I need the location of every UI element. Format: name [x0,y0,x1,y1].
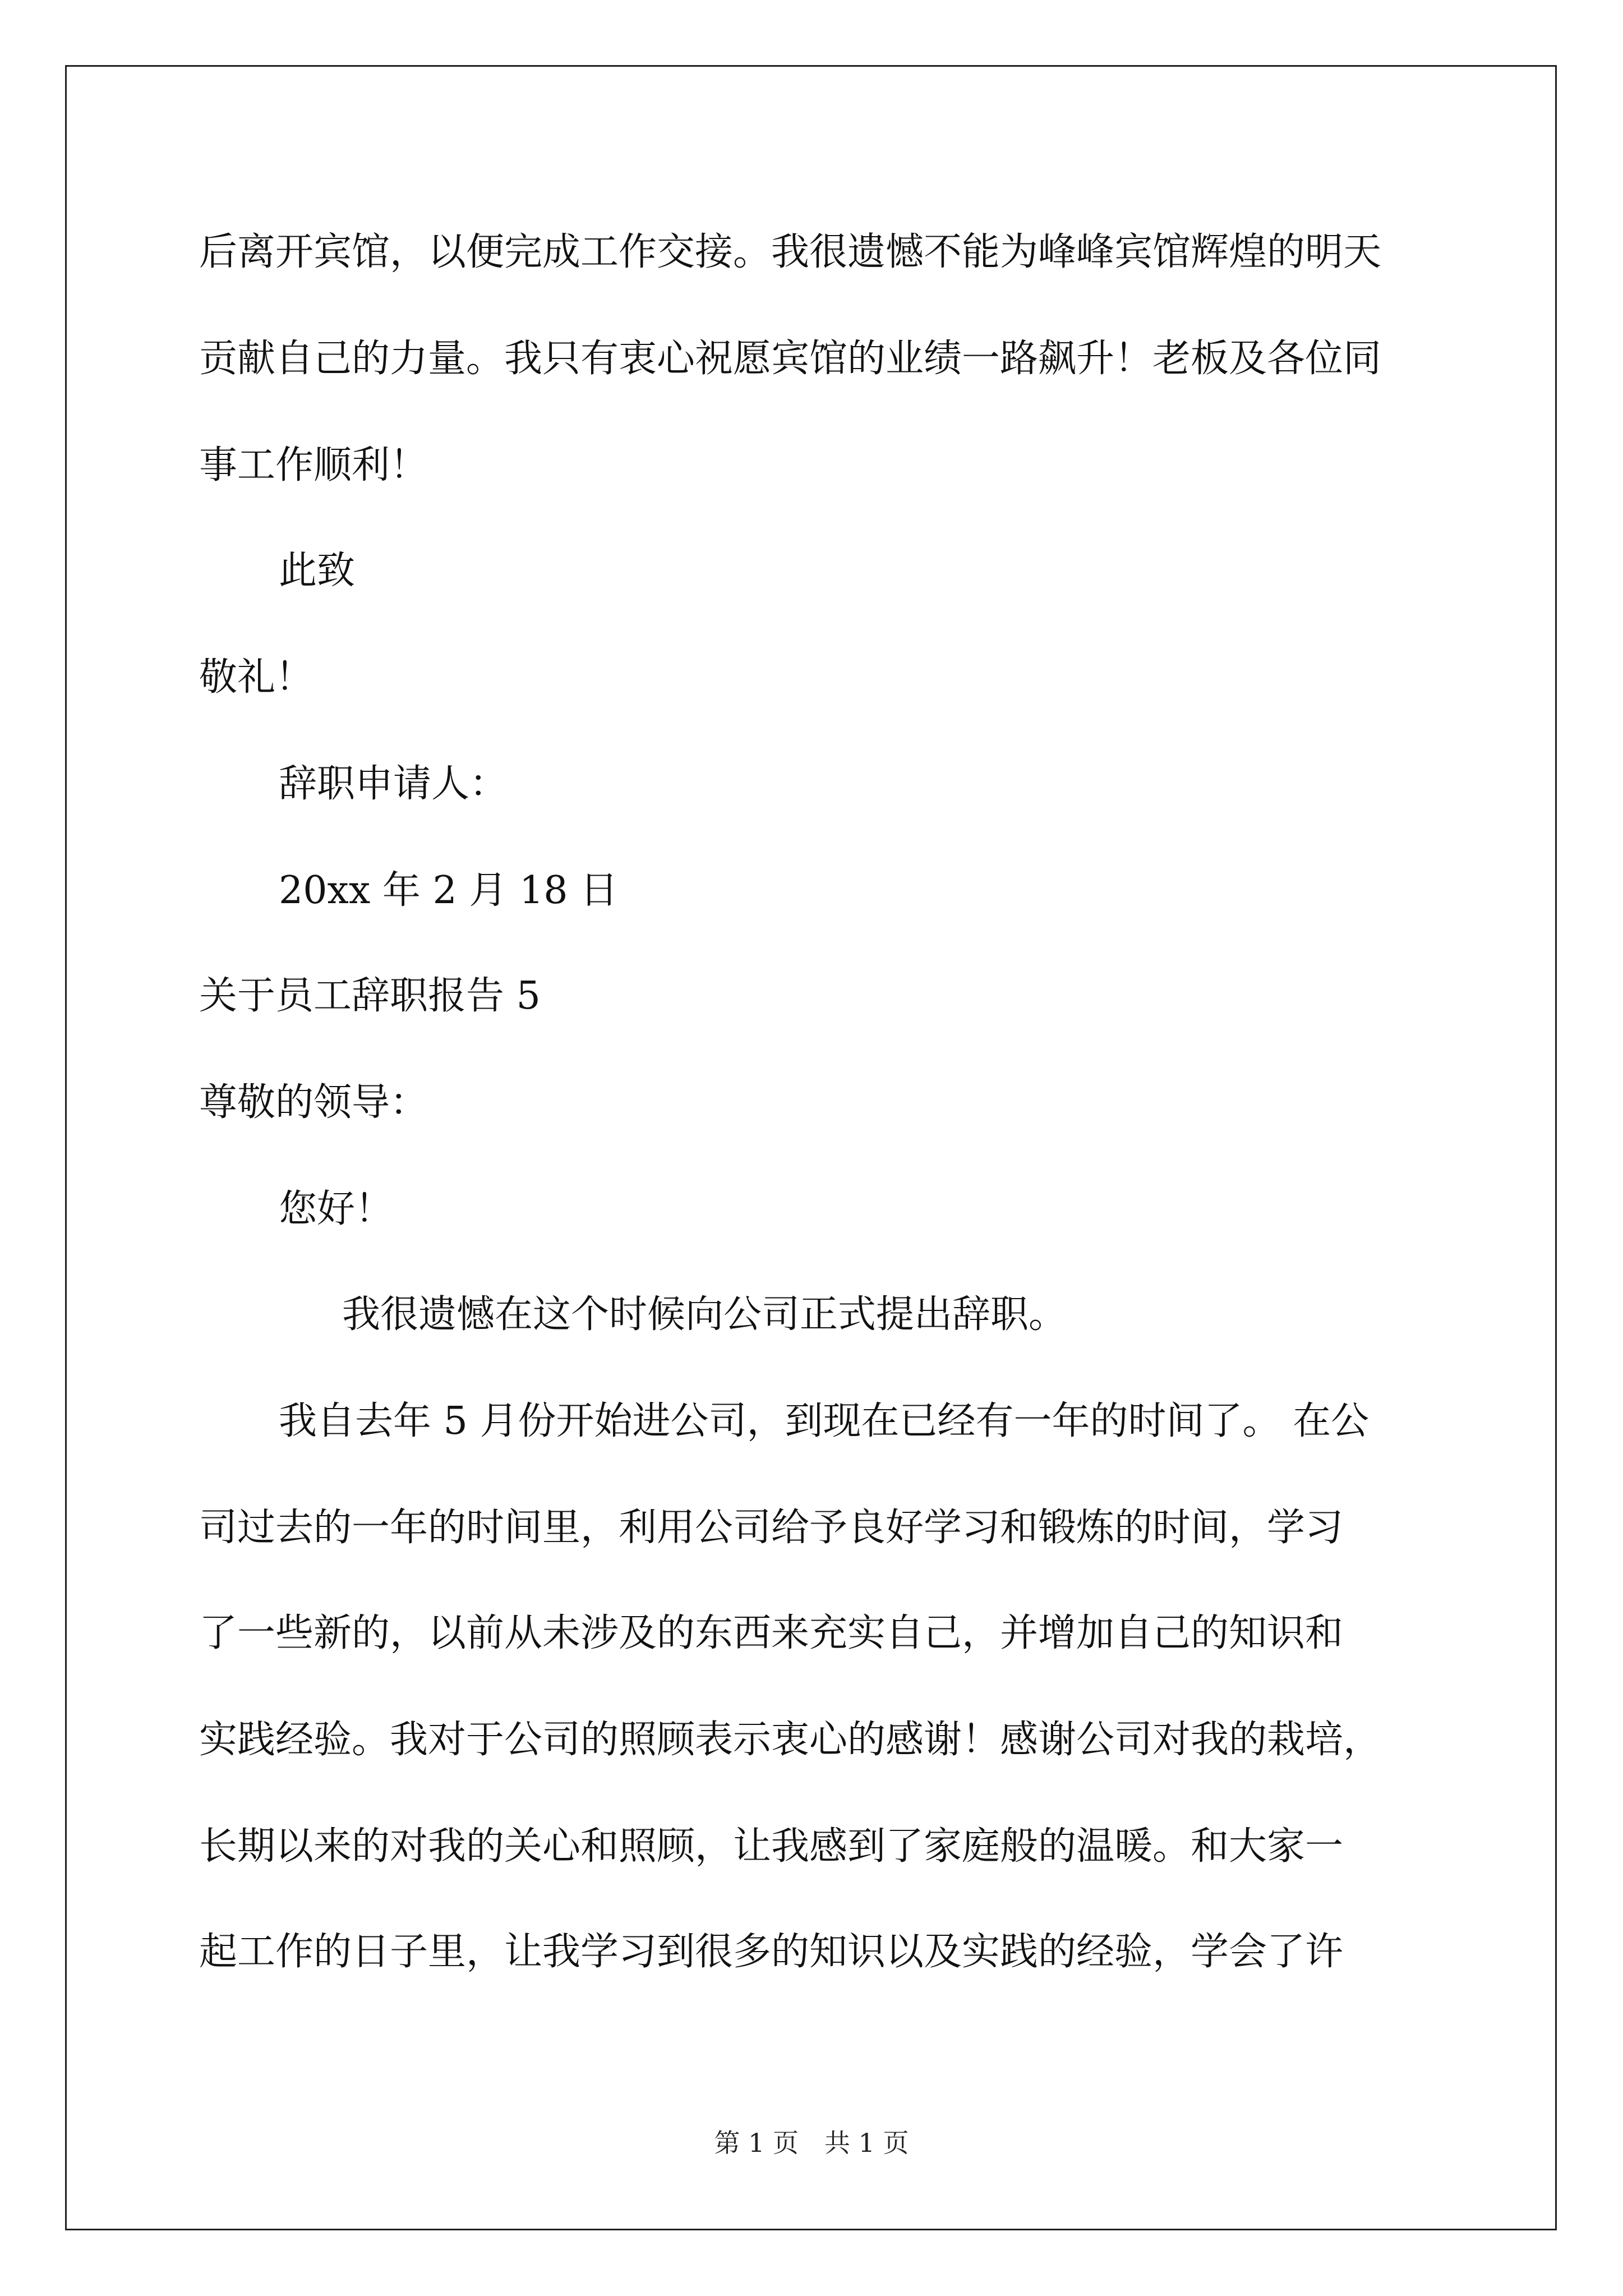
closing-phrase: 此致 [279,549,356,593]
body-line-4: 我自去年 5 月份开始进公司，到现在已经有一年的时间了。 在公 [279,1399,1370,1443]
body-line-3: 事工作顺利！ [199,443,428,487]
body-line-7: 实践经验。我对于公司的照顾表示衷心的感谢！感谢公司对我的栽培， [199,1718,1382,1762]
date-line: 20xx 年 2 月 18 日 [279,868,619,913]
salutation-respect: 敬礼！ [199,655,314,700]
body-line-2: 贡献自己的力量。我只有衷心祝愿宾馆的业绩一路飙升！老板及各位同 [199,337,1382,381]
body-line-8: 长期以来的对我的关心和照顾，让我感到了家庭般的温暖。和大家一 [199,1824,1344,1869]
greeting-addressee: 尊敬的领导： [199,1080,428,1125]
resignation-statement: 我很遗憾在这个时候向公司正式提出辞职。 [342,1292,1067,1337]
body-line-9: 起工作的日子里，让我学习到很多的知识以及实践的经验，学会了许 [199,1930,1344,1974]
section-title: 关于员工辞职报告 5 [199,974,541,1018]
body-line-1: 后离开宾馆，以便完成工作交接。我很遗憾不能为峰峰宾馆辉煌的明天 [199,230,1382,274]
body-line-5: 司过去的一年的时间里，利用公司给予良好学习和锻炼的时间，学习 [199,1506,1344,1550]
page-footer: 第 1 页 共 1 页 [714,2128,909,2158]
signature-label: 辞职申请人： [279,762,508,806]
greeting-hello: 您好！ [279,1187,394,1231]
page-border [65,65,1557,2230]
body-line-6: 了一些新的，以前从未涉及的东西来充实自己，并增加自己的知识和 [199,1611,1344,1655]
